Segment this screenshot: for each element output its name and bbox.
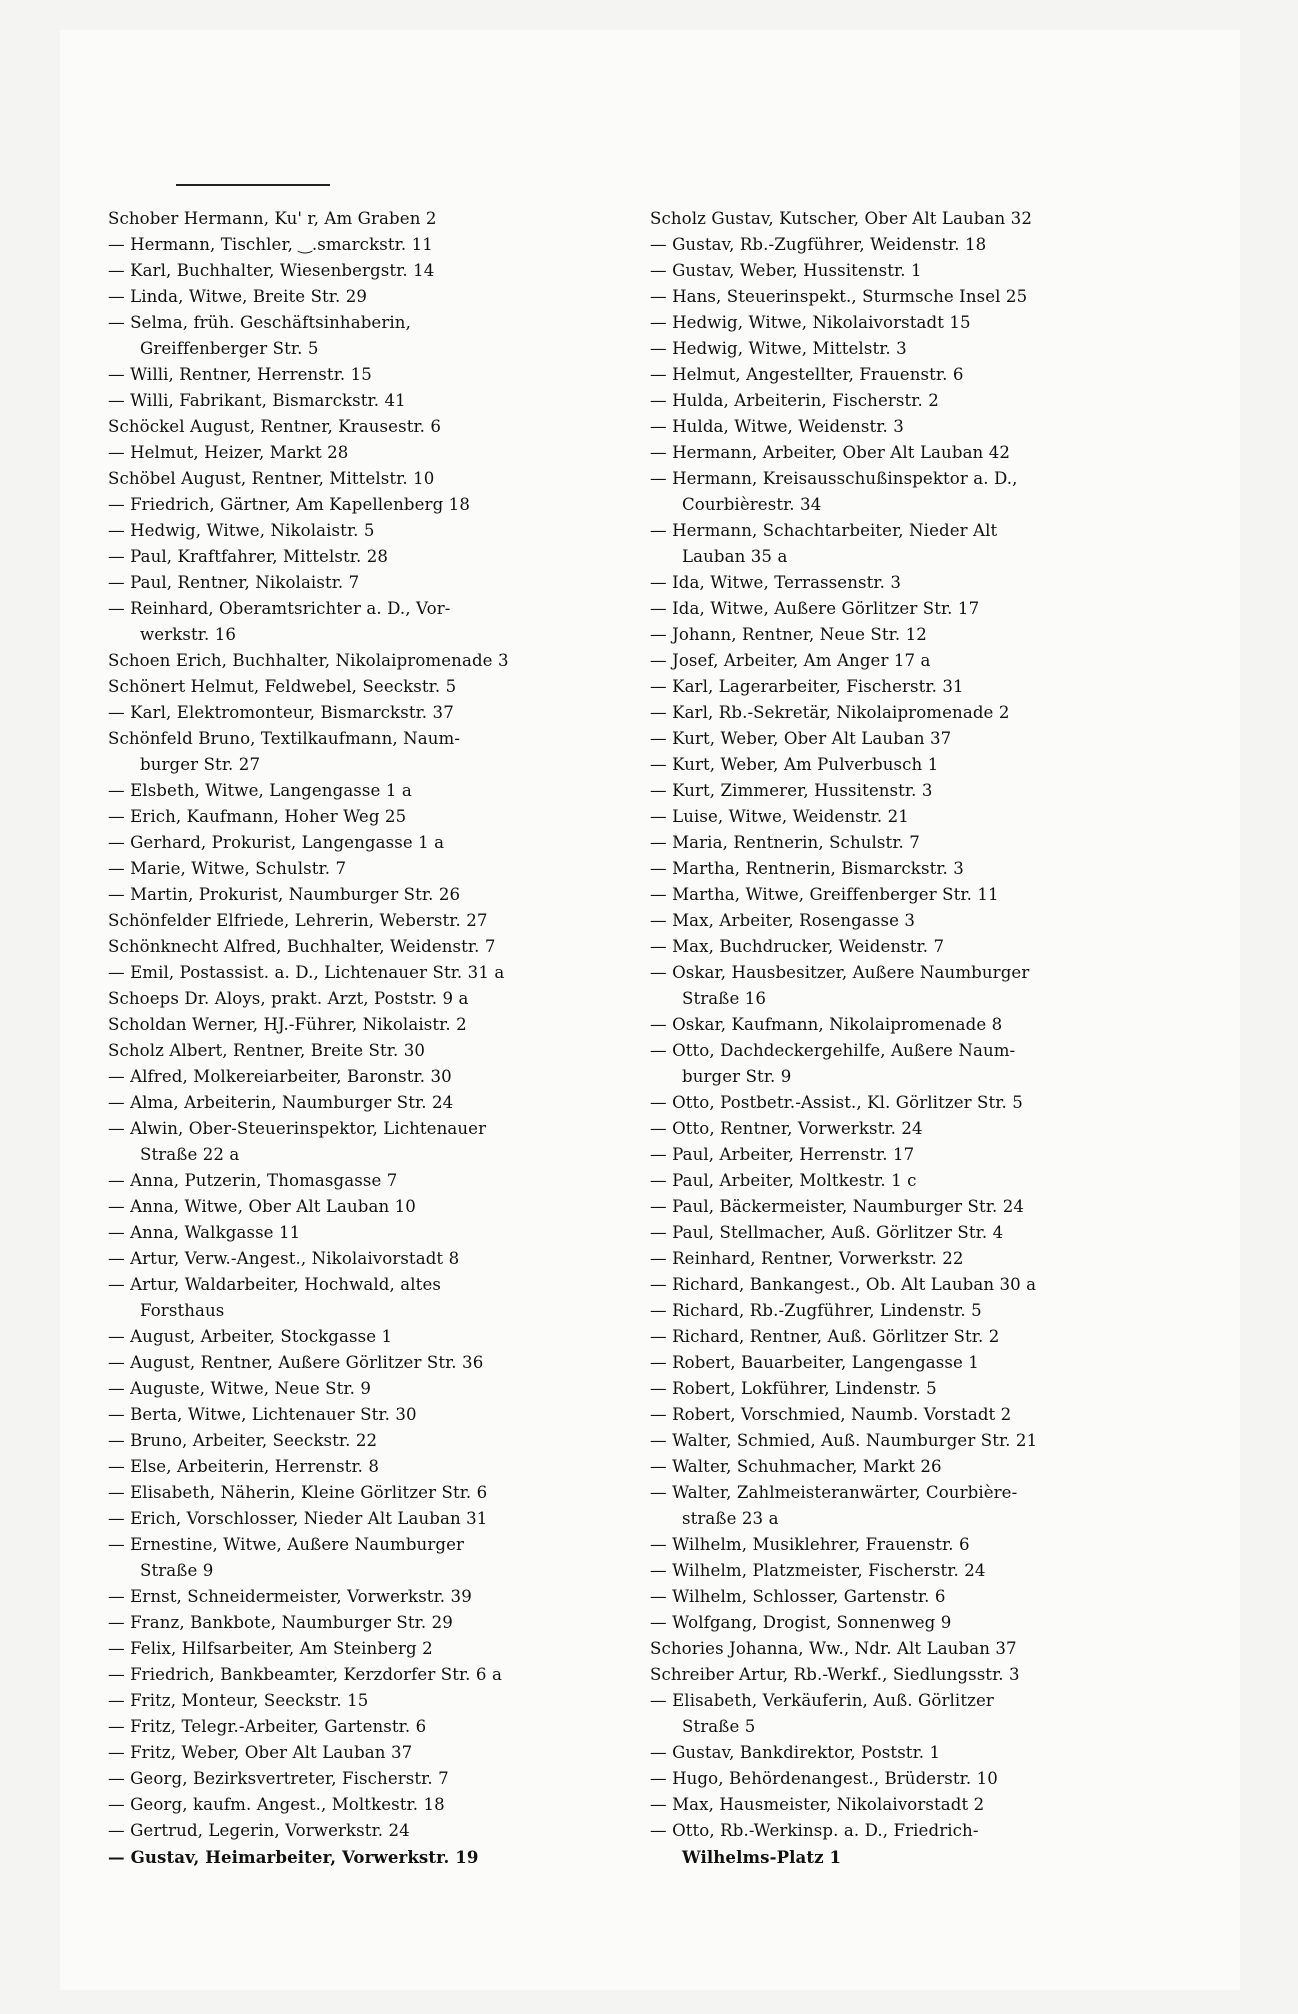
directory-entry: — Richard, Rentner, Auß. Görlitzer Str. 2 [650, 1327, 1000, 1346]
directory-entry: — Marie, Witwe, Schulstr. 7 [108, 859, 347, 878]
directory-entry: Scholdan Werner, HJ.-Führer, Nikolaistr. 2 [108, 1015, 467, 1034]
directory-entry: — Otto, Rb.-Werkinsp. a. D., Friedrich- [650, 1821, 979, 1840]
directory-entry: — Wilhelm, Schlosser, Gartenstr. 6 [650, 1587, 946, 1606]
directory-entry: — Paul, Kraftfahrer, Mittelstr. 28 [108, 547, 389, 566]
directory-entry: — Hulda, Witwe, Weidenstr. 3 [650, 417, 904, 436]
directory-entry: straße 23 a [682, 1509, 779, 1528]
directory-entry: — Bruno, Arbeiter, Seeckstr. 22 [108, 1431, 378, 1450]
directory-entry: Forsthaus [140, 1301, 225, 1320]
directory-entry: — Hedwig, Witwe, Mittelstr. 3 [650, 339, 907, 358]
directory-entry: Schönknecht Alfred, Buchhalter, Weidenstr. 7 [108, 937, 496, 956]
directory-entry: — Wolfgang, Drogist, Sonnenweg 9 [650, 1613, 952, 1632]
directory-entry: — Hermann, Schachtarbeiter, Nieder Alt [650, 521, 998, 540]
directory-entry: — Elisabeth, Verkäuferin, Auß. Görlitzer [650, 1691, 994, 1710]
directory-entry: werkstr. 16 [140, 625, 237, 644]
directory-entry: Schöbel August, Rentner, Mittelstr. 10 [108, 469, 435, 488]
directory-entry: — Auguste, Witwe, Neue Str. 9 [108, 1379, 371, 1398]
directory-entry: — Hermann, Arbeiter, Ober Alt Lauban 42 [650, 443, 1011, 462]
directory-entry: — Selma, früh. Geschäftsinhaberin, [108, 313, 411, 332]
directory-entry: — Gustav, Heimarbeiter, Vorwerkstr. 19 [108, 1847, 479, 1867]
directory-entry: — Erich, Vorschlosser, Nieder Alt Lauban 31 [108, 1509, 488, 1528]
directory-entry: — Ernestine, Witwe, Außere Naumburger [108, 1535, 465, 1554]
directory-entry: — Johann, Rentner, Neue Str. 12 [650, 625, 927, 644]
header-rule [176, 184, 330, 186]
directory-entry: — Franz, Bankbote, Naumburger Str. 29 [108, 1613, 453, 1632]
directory-entry: — Alwin, Ober-Steuerinspektor, Lichtenauer [108, 1119, 487, 1138]
directory-entry: — August, Rentner, Außere Görlitzer Str. 36 [108, 1353, 484, 1372]
directory-entry: — Fritz, Monteur, Seeckstr. 15 [108, 1691, 369, 1710]
directory-entry: — Ida, Witwe, Außere Görlitzer Str. 17 [650, 599, 980, 618]
directory-entry: — Walter, Zahlmeisteranwärter, Courbière- [650, 1483, 1018, 1502]
directory-entry: — Karl, Rb.-Sekretär, Nikolaipromenade 2 [650, 703, 1010, 722]
left-column [108, 206, 638, 1870]
directory-entry: — Elsbeth, Witwe, Langengasse 1 a [108, 781, 412, 800]
directory-entry: — Kurt, Zimmerer, Hussitenstr. 3 [650, 781, 933, 800]
directory-entry: — Otto, Dachdeckergehilfe, Außere Naum- [650, 1041, 1016, 1060]
directory-entry: — Friedrich, Bankbeamter, Kerzdorfer Str. 6 a [108, 1665, 502, 1684]
directory-entry: — Alma, Arbeiterin, Naumburger Str. 24 [108, 1093, 454, 1112]
directory-entry: Straße 16 [682, 989, 767, 1008]
directory-entry: — Otto, Rentner, Vorwerkstr. 24 [650, 1119, 923, 1138]
directory-entry: — Hans, Steuerinspekt., Sturmsche Insel 25 [650, 287, 1028, 306]
directory-entry: — Martha, Witwe, Greiffenberger Str. 11 [650, 885, 999, 904]
directory-entry: — Richard, Bankangest., Ob. Alt Lauban 30 a [650, 1275, 1037, 1294]
directory-entry: — Emil, Postassist. a. D., Lichtenauer Str. 31 a [108, 963, 505, 982]
directory-entry: burger Str. 27 [140, 755, 261, 774]
directory-entry: — Elisabeth, Näherin, Kleine Görlitzer Str. 6 [108, 1483, 488, 1502]
directory-entry: — Gustav, Weber, Hussitenstr. 1 [650, 261, 922, 280]
directory-entry: — Martha, Rentnerin, Bismarckstr. 3 [650, 859, 964, 878]
directory-entry: — Robert, Lokführer, Lindenstr. 5 [650, 1379, 937, 1398]
directory-entry: Schönfelder Elfriede, Lehrerin, Weberstr. 27 [108, 911, 488, 930]
directory-entry: — Hermann, Tischler, ‿.smarckstr. 11 [108, 235, 433, 254]
directory-entry: — Willi, Fabrikant, Bismarckstr. 41 [108, 391, 406, 410]
directory-entry: — Hugo, Behördenangest., Brüderstr. 10 [650, 1769, 998, 1788]
directory-entry: — Hulda, Arbeiterin, Fischerstr. 2 [650, 391, 939, 410]
right-column [650, 206, 1190, 1870]
directory-entry: — Georg, Bezirksvertreter, Fischerstr. 7 [108, 1769, 449, 1788]
directory-entry: — Fritz, Weber, Ober Alt Lauban 37 [108, 1743, 413, 1762]
directory-entry: — Otto, Postbetr.-Assist., Kl. Görlitzer Str. 5 [650, 1093, 1023, 1112]
directory-entry: — Kurt, Weber, Ober Alt Lauban 37 [650, 729, 952, 748]
directory-entry: — Martin, Prokurist, Naumburger Str. 26 [108, 885, 461, 904]
directory-entry: Wilhelms-Platz 1 [682, 1847, 842, 1867]
directory-entry: Schönfeld Bruno, Textilkaufmann, Naum- [108, 729, 461, 748]
directory-entry: — Kurt, Weber, Am Pulverbusch 1 [650, 755, 939, 774]
directory-entry: — Max, Hausmeister, Nikolaivorstadt 2 [650, 1795, 985, 1814]
directory-entry: Schories Johanna, Ww., Ndr. Alt Lauban 37 [650, 1639, 1017, 1658]
directory-entry: — Anna, Walkgasse 11 [108, 1223, 301, 1242]
directory-entry: — Gerhard, Prokurist, Langengasse 1 a [108, 833, 445, 852]
directory-entry: — Reinhard, Rentner, Vorwerkstr. 22 [650, 1249, 964, 1268]
directory-entry: — Karl, Elektromonteur, Bismarckstr. 37 [108, 703, 454, 722]
directory-entry: — Maria, Rentnerin, Schulstr. 7 [650, 833, 920, 852]
directory-entry: — Ernst, Schneidermeister, Vorwerkstr. 39 [108, 1587, 472, 1606]
directory-entry: Schreiber Artur, Rb.-Werkf., Siedlungsstr. 3 [650, 1665, 1020, 1684]
directory-entry: — August, Arbeiter, Stockgasse 1 [108, 1327, 393, 1346]
directory-entry: — Gertrud, Legerin, Vorwerkstr. 24 [108, 1821, 410, 1840]
directory-entry: — Anna, Witwe, Ober Alt Lauban 10 [108, 1197, 416, 1216]
directory-entry: — Gustav, Rb.-Zugführer, Weidenstr. 18 [650, 235, 987, 254]
directory-entry: — Helmut, Heizer, Markt 28 [108, 443, 349, 462]
directory-entry: Schoen Erich, Buchhalter, Nikolaipromenade 3 [108, 651, 509, 670]
directory-entry: — Anna, Putzerin, Thomasgasse 7 [108, 1171, 398, 1190]
directory-entry: — Wilhelm, Musiklehrer, Frauenstr. 6 [650, 1535, 970, 1554]
directory-entry: Greiffenberger Str. 5 [140, 339, 319, 358]
directory-entry: — Josef, Arbeiter, Am Anger 17 a [650, 651, 931, 670]
directory-entry: — Helmut, Angestellter, Frauenstr. 6 [650, 365, 964, 384]
directory-entry: — Ida, Witwe, Terrassenstr. 3 [650, 573, 901, 592]
directory-entry: burger Str. 9 [682, 1067, 792, 1086]
directory-entry: — Hedwig, Witwe, Nikolaistr. 5 [108, 521, 375, 540]
directory-entry: — Walter, Schuhmacher, Markt 26 [650, 1457, 942, 1476]
directory-entry: — Richard, Rb.-Zugführer, Lindenstr. 5 [650, 1301, 982, 1320]
directory-entry: Schöckel August, Rentner, Krausestr. 6 [108, 417, 442, 436]
directory-entry: — Artur, Waldarbeiter, Hochwald, altes [108, 1275, 441, 1294]
directory-entry: — Karl, Lagerarbeiter, Fischerstr. 31 [650, 677, 964, 696]
directory-entry: — Oskar, Kaufmann, Nikolaipromenade 8 [650, 1015, 1003, 1034]
directory-entry: — Max, Arbeiter, Rosengasse 3 [650, 911, 916, 930]
directory-entry: Scholz Gustav, Kutscher, Ober Alt Lauban 32 [650, 209, 1032, 228]
directory-entry: — Paul, Arbeiter, Moltkestr. 1 c [650, 1171, 917, 1190]
directory-entry: — Walter, Schmied, Auß. Naumburger Str. 21 [650, 1431, 1038, 1450]
directory-entry: — Robert, Bauarbeiter, Langengasse 1 [650, 1353, 979, 1372]
directory-entry: — Max, Buchdrucker, Weidenstr. 7 [650, 937, 945, 956]
directory-entry: Courbièrestr. 34 [682, 495, 822, 514]
directory-entry: Lauban 35 a [682, 547, 788, 566]
directory-entry: — Paul, Bäckermeister, Naumburger Str. 24 [650, 1197, 1025, 1216]
directory-entry: — Robert, Vorschmied, Naumb. Vorstadt 2 [650, 1405, 1012, 1424]
directory-entry: — Wilhelm, Platzmeister, Fischerstr. 24 [650, 1561, 986, 1580]
directory-entry: — Oskar, Hausbesitzer, Außere Naumburger [650, 963, 1030, 982]
directory-entry: Straße 5 [682, 1717, 756, 1736]
directory-entry: — Gustav, Bankdirektor, Poststr. 1 [650, 1743, 941, 1762]
directory-entry: — Else, Arbeiterin, Herrenstr. 8 [108, 1457, 380, 1476]
directory-entry: — Paul, Stellmacher, Auß. Görlitzer Str. 4 [650, 1223, 1004, 1242]
directory-entry: Scholz Albert, Rentner, Breite Str. 30 [108, 1041, 426, 1060]
directory-entry: — Hedwig, Witwe, Nikolaivorstadt 15 [650, 313, 971, 332]
directory-entry: Schönert Helmut, Feldwebel, Seeckstr. 5 [108, 677, 457, 696]
directory-entry: — Reinhard, Oberamtsrichter a. D., Vor- [108, 599, 451, 618]
directory-entry: — Felix, Hilfsarbeiter, Am Steinberg 2 [108, 1639, 433, 1658]
directory-entry: Straße 22 a [140, 1145, 240, 1164]
directory-entry: — Georg, kaufm. Angest., Moltkestr. 18 [108, 1795, 445, 1814]
directory-entry: — Friedrich, Gärtner, Am Kapellenberg 18 [108, 495, 470, 514]
directory-entry: — Fritz, Telegr.-Arbeiter, Gartenstr. 6 [108, 1717, 427, 1736]
directory-entry: — Willi, Rentner, Herrenstr. 15 [108, 365, 372, 384]
directory-entry: — Berta, Witwe, Lichtenauer Str. 30 [108, 1405, 417, 1424]
directory-entry: — Alfred, Molkereiarbeiter, Baronstr. 30 [108, 1067, 452, 1086]
directory-entry: Schoeps Dr. Aloys, prakt. Arzt, Poststr. 9 a [108, 989, 469, 1008]
directory-entry: Straße 9 [140, 1561, 214, 1580]
directory-entry: Schober Hermann, Ku' r, Am Graben 2 [108, 209, 437, 228]
directory-entry: — Hermann, Kreisausschußinspektor a. D., [650, 469, 1018, 488]
directory-entry: — Karl, Buchhalter, Wiesenbergstr. 14 [108, 261, 435, 280]
directory-entry: — Luise, Witwe, Weidenstr. 21 [650, 807, 909, 826]
directory-entry: — Paul, Arbeiter, Herrenstr. 17 [650, 1145, 915, 1164]
directory-entry: — Artur, Verw.-Angest., Nikolaivorstadt 8 [108, 1249, 460, 1268]
directory-entry: — Erich, Kaufmann, Hoher Weg 25 [108, 807, 407, 826]
directory-entry: — Linda, Witwe, Breite Str. 29 [108, 287, 368, 306]
directory-entry: — Paul, Rentner, Nikolaistr. 7 [108, 573, 360, 592]
